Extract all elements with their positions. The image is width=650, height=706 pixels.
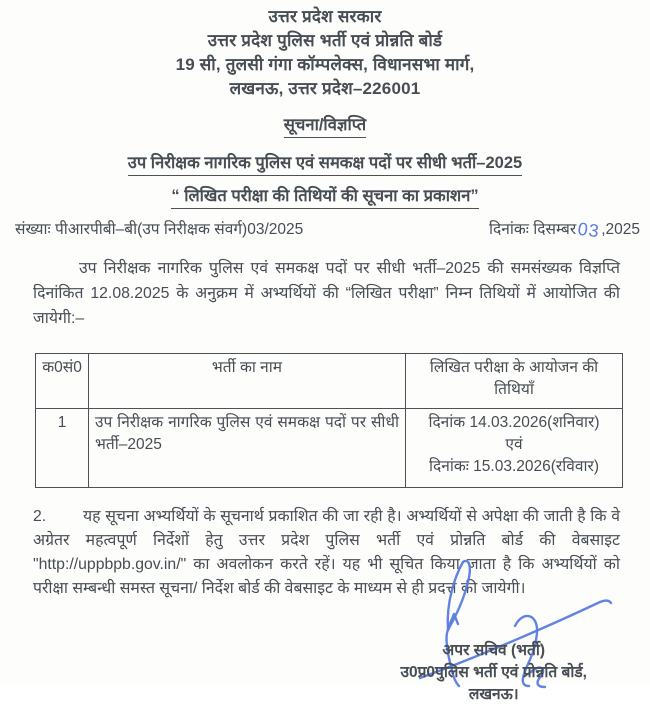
advisory-paragraph-text: यह सूचना अभ्यर्थियों के सूचनार्थ प्रकाशित की जा रही है। अभ्यर्थियों से अपेक्षा की जाती है कि वे अग्रेतर महत्वपूर्ण निर्देशों हेतु उत्तर प्रदेश पुलिस भर्ती एवं प्रोन्नति बोर्ड की वेबसाइट "http://uppbpb.gov.in/" का अवलोकन करते रहें। यह भी सूचित किया जाता है कि अभ्यर्थियों को परीक्षा सम्बन्धी समस्त सूचना/ निर्देश बोर्ड की वेबसाइट के माध्यम से ही प्रदत्त की जायेगी। — [33, 508, 620, 597]
table-header-row — [36, 354, 623, 409]
exam-date-conjunction: एवं — [505, 436, 523, 453]
header-recruitment-name: भर्ती का नाम — [89, 354, 406, 409]
letterhead-board: उत्तर प्रदेश पुलिस भर्ती एवं प्रोन्नति बोर्ड — [207, 31, 443, 50]
exam-dates-publication-title-text: “ लिखित परीक्षा की तिथियों की सूचना का प्रकाशन” — [171, 183, 478, 209]
signatory-organization: उ0प्र0पुलिस भर्ती एवं प्रोन्नति बोर्ड, — [400, 664, 587, 681]
handwritten-day: 03 — [576, 218, 602, 242]
issue-date-prefix: दिनांकः दिसम्बर — [489, 221, 577, 238]
notice-type-heading — [0, 112, 650, 138]
exam-date-2: दिनांकः 15.03.2026(रविवार) — [428, 458, 600, 475]
reference-row — [15, 217, 640, 241]
cell-recruitment-name: उप निरीक्षक नागरिक पुलिस एवं समकक्ष पदों पर सीधी भर्ती–2025 — [89, 409, 406, 488]
header-serial-number: क0सं0 — [36, 354, 89, 409]
intro-paragraph: उप निरीक्षक नागरिक पुलिस एवं समकक्ष पदों पर सीधी भर्ती–2025 की समसंख्यक विज्ञप्ति दिनांकित 12.08.2025 के अनुक्रम में अभ्यर्थियों की “लिखित परीक्षा” निम्न तिथियों में आयोजित की जायेगी:– — [33, 260, 620, 327]
exam-dates-publication-title — [0, 183, 650, 209]
recruitment-title — [0, 150, 650, 176]
letterhead — [0, 0, 650, 101]
signatory-title: अपर सचिव (भर्ती) — [442, 642, 546, 659]
cell-serial-number: 1 — [36, 409, 89, 488]
advisory-paragraph — [33, 505, 620, 601]
paragraph-number: 2. — [33, 508, 47, 525]
recruitment-title-text: उप निरीक्षक नागरिक पुलिस एवं समकक्ष पदों पर सीधी भर्ती–2025 — [128, 150, 522, 176]
reference-number: संख्याः पीआरपीबी–बी(उप निरीक्षक संवर्ग)03/2025 — [15, 221, 304, 238]
exam-schedule-table — [35, 353, 623, 488]
signatory-place: लखनऊ। — [468, 686, 519, 703]
cell-exam-dates — [406, 409, 623, 488]
exam-date-1: दिनांक 14.03.2026(शनिवार) — [428, 414, 600, 431]
letterhead-city: लखनऊ, उत्तर प्रदेश–226001 — [229, 79, 421, 98]
notice-type-label: सूचना/विज्ञप्ति — [284, 112, 366, 138]
table-row — [36, 409, 623, 488]
header-exam-dates: लिखित परीक्षा के आयोजन की तिथियाँ — [406, 354, 623, 409]
issue-date — [489, 217, 640, 241]
issue-date-year: ,2025 — [601, 221, 640, 238]
letterhead-address: 19 सी, तुलसी गंगा कॉम्पलेक्स, विधानसभा मार्ग, — [175, 55, 475, 74]
letterhead-government: उत्तर प्रदेश सरकार — [268, 7, 382, 26]
signature-block — [400, 640, 587, 706]
